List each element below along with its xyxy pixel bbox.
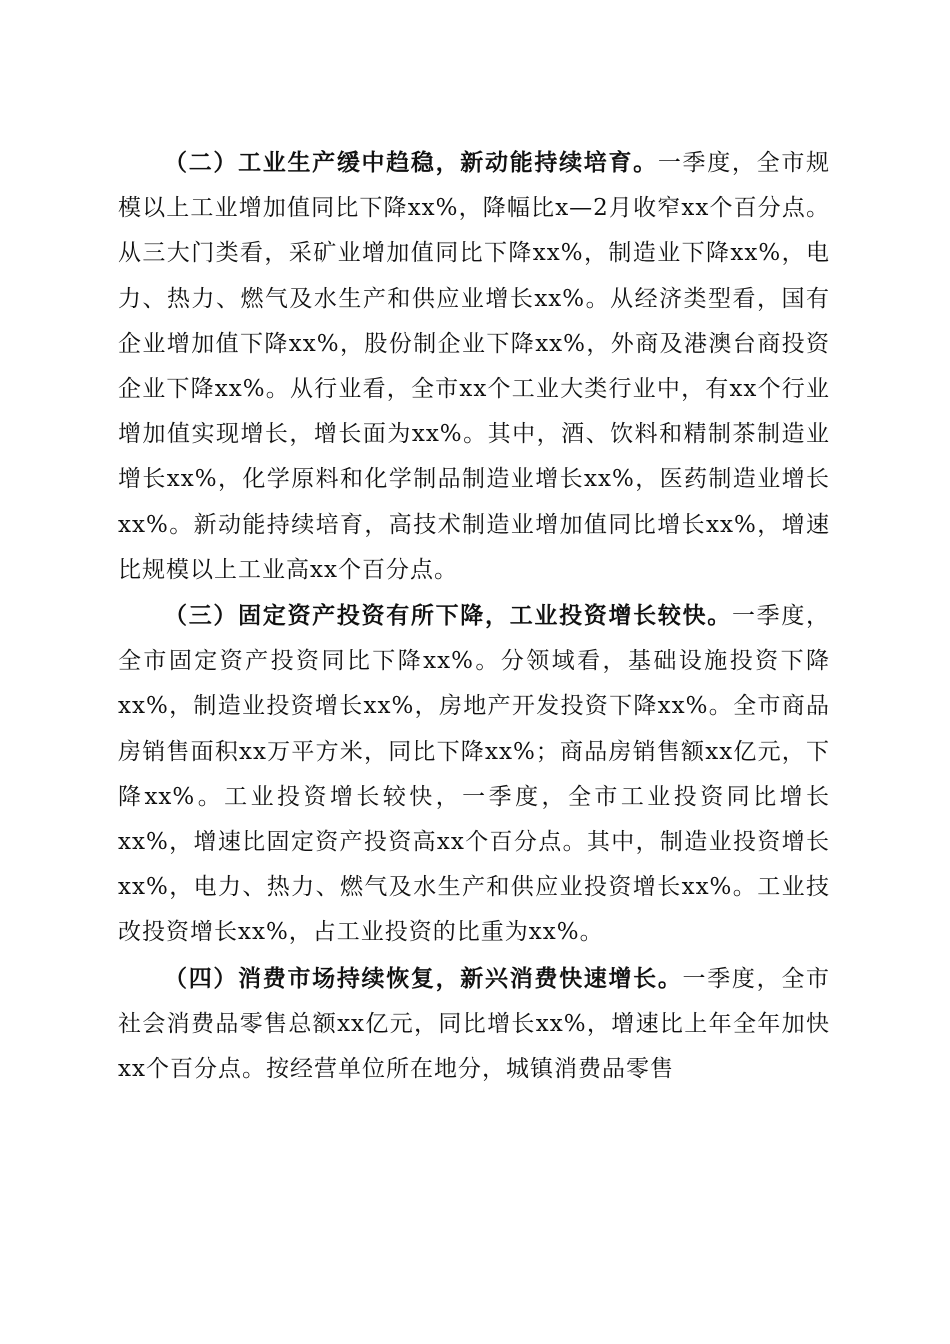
section-heading: （三）固定资产投资有所下降，工业投资增长较快。 [164,602,732,630]
section-text: 一季度，全市社会消费品零售总额xx亿元，同比增长xx%，增速比上年全年加快xx个百分点。按经营单位所在地分，城镇消费品零售 [118,965,831,1083]
section-text: 一季度，全市规模以上工业增加值同比下降xx%，降幅比x—2月收窄xx个百分点。从三大门类看，采矿业增加值同比下降xx%，制造业下降xx%，电力、热力、燃气及水生产和供应业增长xx%。从经济类型看，国有企业增加值下降xx%，股份制企业下降xx%，外商及港澳台商投资企业下降xx%。从行业看，全市xx个工业大类行业中，有xx个行业增加值实现增长，增长面为xx%。其中，酒、饮料和精制茶制造业增长xx%，化学原料和化学制品制造业增长xx%，医药制造业增长xx%。新动能持续培育，高技术制造业增加值同比增长xx%，增速比规模以上工业高xx个百分点。 [118,150,831,583]
section-consumer-market [118,956,830,1093]
document-body [118,140,830,1092]
section-heading: （四）消费市场持续恢复，新兴消费快速增长。 [164,964,683,992]
section-fixed-asset-investment [118,593,830,956]
section-text: 一季度，全市固定资产投资同比下降xx%。分领域看，基础设施投资下降xx%，制造业投资增长xx%，房地产开发投资下降xx%。全市商品房销售面积xx万平方米，同比下降xx%；商品房销售额xx亿元，下降xx%。工业投资增长较快，一季度，全市工业投资同比增长xx%，增速比固定资产投资高xx个百分点。其中，制造业投资增长xx%，电力、热力、燃气及水生产和供应业投资增长xx%。工业技改投资增长xx%，占工业投资的比重为xx%。 [118,603,831,946]
section-heading: （二）工业生产缓中趋稳，新动能持续培育。 [164,149,658,176]
section-industrial-production [118,140,830,593]
